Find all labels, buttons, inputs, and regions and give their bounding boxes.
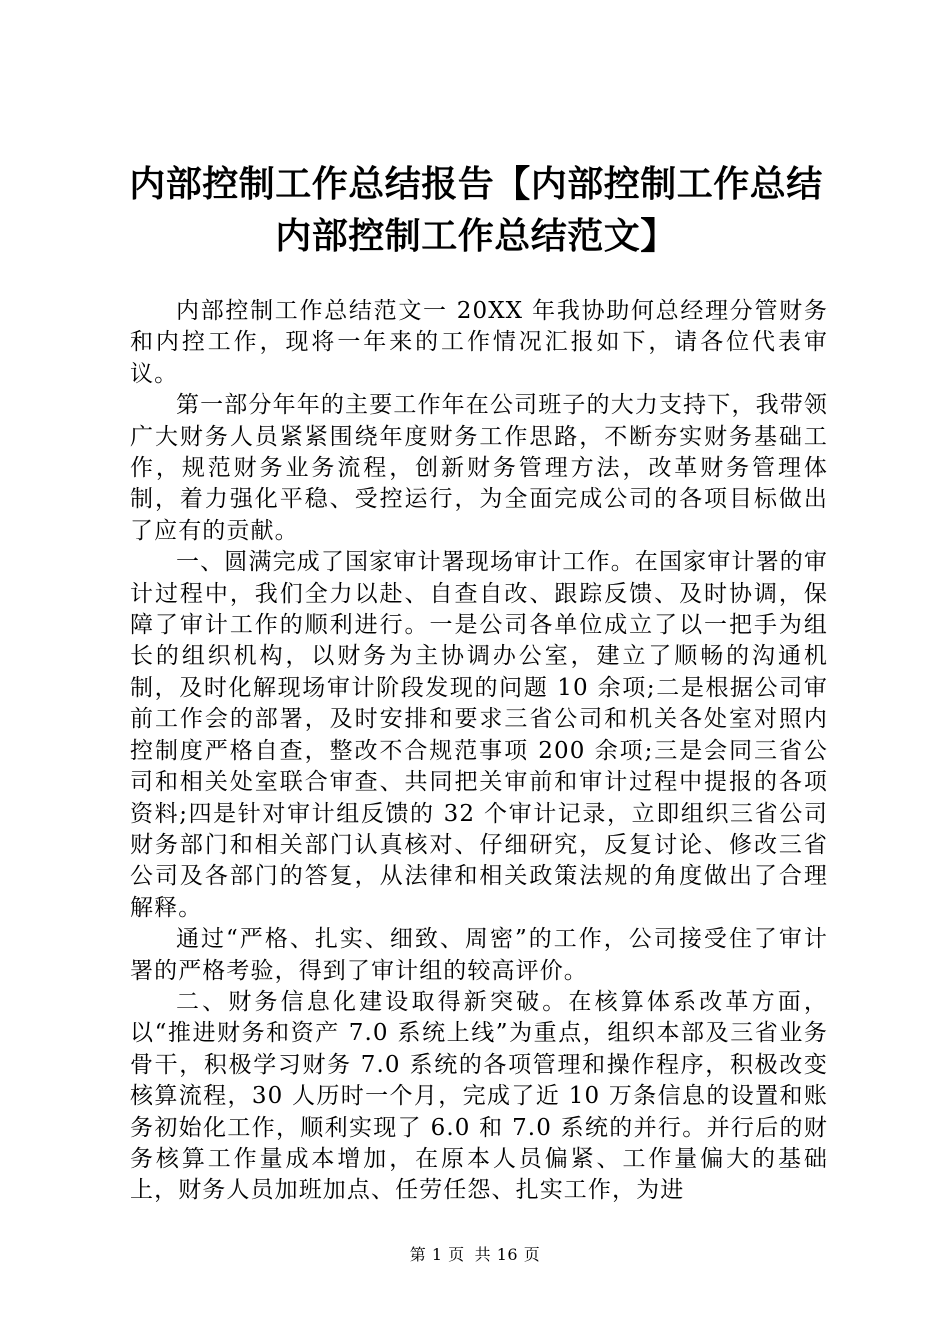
document-title: 内部控制工作总结报告【内部控制工作总结内部控制工作总结范文】 [129,163,823,257]
page-footer [0,1244,950,1266]
document-body [130,296,828,1207]
paragraph-2: 第一部分年年的主要工作年在公司班子的大力支持下，我带领广大财务人员紧紧围绕年度财务工作思路，不断夯实财务基础工作，规范财务业务流程，创新财务管理方法，改革财务管理体制，着力强化平稳、受控运行，为全面完成公司的各项目标做出了应有的贡献。 [130,392,828,544]
page-total: 共 16 页 [474,1245,541,1264]
paragraph-4: 通过“严格、扎实、细致、周密”的工作，公司接受住了审计署的严格考验，得到了审计组的较高评价。 [130,926,828,984]
page-number: 第 1 页 [409,1245,465,1264]
paragraph-1: 内部控制工作总结范文一 20XX 年我协助何总经理分管财务和内控工作，现将一年来的工作情况汇报如下，请各位代表审议。 [130,298,828,387]
paragraph-3: 一、圆满完成了国家审计署现场审计工作。在国家审计署的审计过程中，我们全力以赴、自查自改、跟踪反馈、及时协调，保障了审计工作的顺利进行。一是公司各单位成立了以一把手为组长的组织机构，以财务为主协调办公室，建立了顺畅的沟通机制，及时化解现场审计阶段发现的问题 10 余项;二是根据公司审前工作会的部署，及时安排和要求三省公司和机关各处室对照内控制度严格自查，整改不合规范事项 200 余项;三是会同三省公司和相关处室联合审查、共同把关审前和审计过程中提报的各项资料;四是针对审计组反馈的 32 个审计记录，立即组织三省公司财务部门和相关部门认真核对、仔细研究，反复讨论、修改三省公司及各部门的答复，从法律和相关政策法规的角度做出了合理解释。 [130,549,828,921]
paragraph-5: 二、财务信息化建设取得新突破。在核算体系改革方面，以“推进财务和资产 7.0 系统上线”为重点，组织本部及三省业务骨干，积极学习财务 7.0 系统的各项管理和操作程序，积极改变核算流程，30 人历时一个月，完成了近 10 万条信息的设置和账务初始化工作，顺利实现了 6.0 和 7.0 系统的并行。并行后的财务核算工作量成本增加，在原本人员偏紧、工作量偏大的基础上，财务人员加班加点、任劳任怨、扎实工作，为进 [130,988,828,1204]
